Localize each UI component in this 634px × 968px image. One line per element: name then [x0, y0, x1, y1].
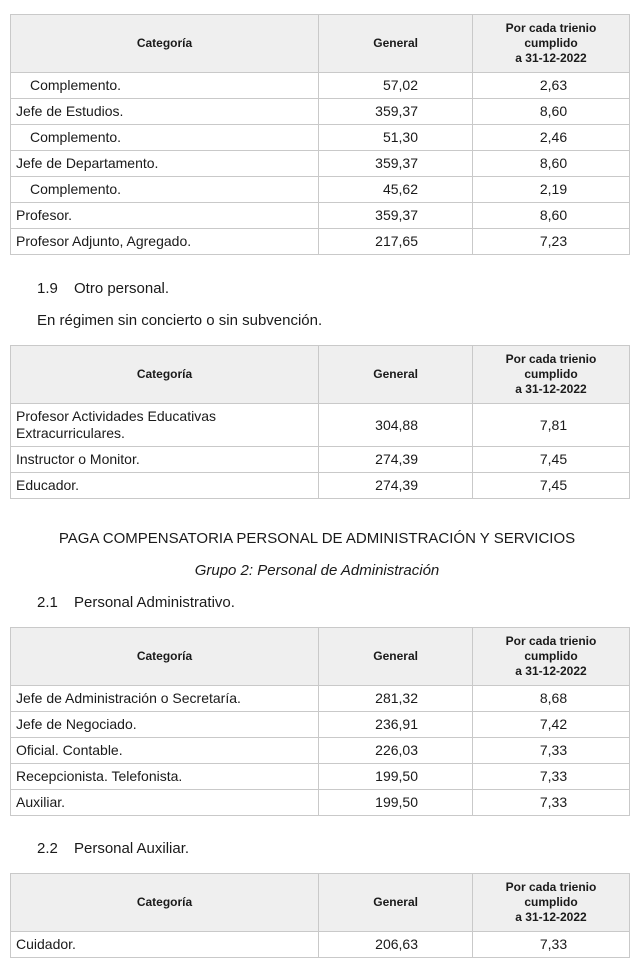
cell-categoria: Complemento. — [11, 177, 319, 203]
cell-general: 199,50 — [319, 764, 473, 790]
cell-general: 226,03 — [319, 738, 473, 764]
cell-categoria: Oficial. Contable. — [11, 738, 319, 764]
cell-general: 45,62 — [319, 177, 473, 203]
table-row — [11, 73, 630, 99]
cell-categoria: Jefe de Estudios. — [11, 99, 319, 125]
header-trienio: Por cada trienio cumplido a 31-12-2022 — [473, 15, 630, 73]
header-categoria: Categoría — [11, 628, 319, 686]
table-row — [11, 764, 630, 790]
cell-general: 51,30 — [319, 125, 473, 151]
table-row — [11, 229, 630, 255]
cell-trienio: 8,60 — [473, 99, 630, 125]
header-categoria: Categoría — [11, 346, 319, 404]
table-row — [11, 790, 630, 816]
header-general: General — [319, 628, 473, 686]
cell-general: 199,50 — [319, 790, 473, 816]
cell-categoria: Instructor o Monitor. — [11, 447, 319, 473]
table-personal-administrativo — [10, 627, 630, 816]
table-row — [11, 99, 630, 125]
section-title: Personal Auxiliar. — [74, 840, 190, 857]
cell-trienio: 2,63 — [473, 73, 630, 99]
table-row — [11, 177, 630, 203]
cell-general: 281,32 — [319, 686, 473, 712]
cell-categoria: Profesor Actividades Educativas Extracurriculares. — [11, 404, 319, 447]
table-row — [11, 151, 630, 177]
header-categoria: Categoría — [11, 15, 319, 73]
cell-general: 304,88 — [319, 404, 473, 447]
table-personal-auxiliar — [10, 873, 630, 958]
cell-trienio: 2,46 — [473, 125, 630, 151]
section-number: 1.9 — [37, 280, 58, 297]
table-otro-personal — [10, 345, 630, 499]
header-categoria: Categoría — [11, 874, 319, 932]
table-header-row — [11, 874, 630, 932]
cell-trienio: 2,19 — [473, 177, 630, 203]
header-general: General — [319, 346, 473, 404]
table-row — [11, 738, 630, 764]
header-trienio: Por cada trienio cumplido a 31-12-2022 — [473, 628, 630, 686]
table-row — [11, 125, 630, 151]
cell-trienio: 8,60 — [473, 203, 630, 229]
table-row — [11, 686, 630, 712]
cell-trienio: 7,23 — [473, 229, 630, 255]
cell-general: 359,37 — [319, 151, 473, 177]
cell-categoria: Jefe de Departamento. — [11, 151, 319, 177]
table-row — [11, 712, 630, 738]
table-header-row — [11, 628, 630, 686]
cell-trienio: 8,68 — [473, 686, 630, 712]
cell-categoria: Profesor Adjunto, Agregado. — [11, 229, 319, 255]
cell-categoria: Jefe de Administración o Secretaría. — [11, 686, 319, 712]
cell-general: 57,02 — [319, 73, 473, 99]
cell-trienio: 7,33 — [473, 764, 630, 790]
cell-general: 359,37 — [319, 99, 473, 125]
cell-trienio: 7,33 — [473, 932, 630, 958]
table-row — [11, 473, 630, 499]
table-header-row — [11, 346, 630, 404]
header-general: General — [319, 15, 473, 73]
cell-categoria: Educador. — [11, 473, 319, 499]
cell-categoria: Auxiliar. — [11, 790, 319, 816]
section-heading-1-9 — [37, 280, 169, 297]
section-heading-2-2 — [37, 840, 189, 857]
cell-trienio: 7,45 — [473, 473, 630, 499]
cell-general: 206,63 — [319, 932, 473, 958]
header-general: General — [319, 874, 473, 932]
table-row — [11, 404, 630, 447]
cell-trienio: 7,45 — [473, 447, 630, 473]
section-heading-2-1 — [37, 594, 235, 611]
table-header-row — [11, 15, 630, 73]
cell-general: 236,91 — [319, 712, 473, 738]
table-row — [11, 447, 630, 473]
cell-categoria: Jefe de Negociado. — [11, 712, 319, 738]
paga-title: PAGA COMPENSATORIA PERSONAL DE ADMINISTRACIÓN Y SERVICIOS — [58, 530, 576, 547]
cell-trienio: 7,42 — [473, 712, 630, 738]
section-title: Otro personal. — [74, 280, 170, 297]
cell-categoria: Profesor. — [11, 203, 319, 229]
cell-trienio: 7,33 — [473, 790, 630, 816]
header-trienio: Por cada trienio cumplido a 31-12-2022 — [473, 874, 630, 932]
regimen-text: En régimen sin concierto o sin subvención. — [37, 312, 323, 329]
header-trienio: Por cada trienio cumplido a 31-12-2022 — [473, 346, 630, 404]
section-number: 2.2 — [37, 840, 58, 857]
section-title: Personal Administrativo. — [74, 594, 235, 611]
cell-categoria: Complemento. — [11, 73, 319, 99]
cell-trienio: 8,60 — [473, 151, 630, 177]
section-number: 2.1 — [37, 594, 58, 611]
cell-trienio: 7,33 — [473, 738, 630, 764]
grupo-title: Grupo 2: Personal de Administración — [194, 562, 440, 579]
cell-general: 217,65 — [319, 229, 473, 255]
cell-categoria: Cuidador. — [11, 932, 319, 958]
cell-general: 359,37 — [319, 203, 473, 229]
cell-trienio: 7,81 — [473, 404, 630, 447]
cell-categoria: Recepcionista. Telefonista. — [11, 764, 319, 790]
table-docentes — [10, 14, 630, 255]
cell-general: 274,39 — [319, 473, 473, 499]
cell-categoria: Complemento. — [11, 125, 319, 151]
cell-general: 274,39 — [319, 447, 473, 473]
table-row — [11, 932, 630, 958]
table-row — [11, 203, 630, 229]
